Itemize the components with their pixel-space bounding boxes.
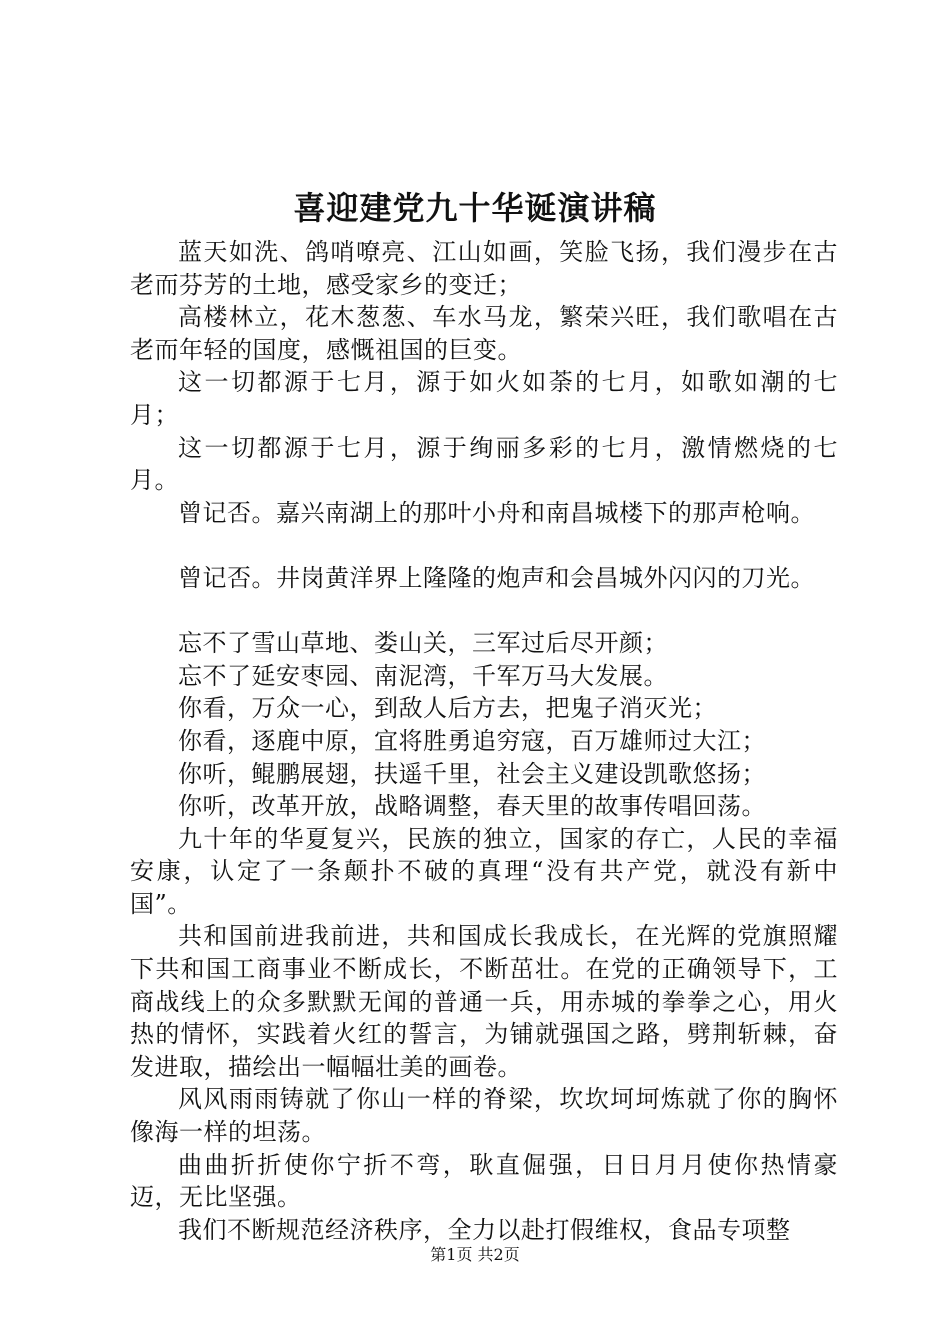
page-number-footer: 第1页 共2页 [430, 1245, 520, 1264]
paragraph: 九十年的华夏复兴，民族的独立，国家的存亡，人民的幸福安康，认定了一条颠扑不破的真理“没有共产党，就没有新中国”。 [130, 824, 838, 918]
paragraph: 曾记否。井岗黄洋界上隆隆的炮声和会昌城外闪闪的刀光。 [178, 563, 815, 592]
paragraph: 你看，逐鹿中原，宜将胜勇追穷寇，百万雄师过大江； [178, 726, 766, 755]
paragraph: 我们不断规范经济秩序，全力以赴打假维权，食品专项整 [178, 1215, 791, 1244]
document-title: 喜迎建党九十华诞演讲稿 [293, 189, 657, 227]
paragraph: 这一切都源于七月，源于如火如荼的七月，如歌如潮的七月； [130, 368, 838, 429]
paragraph: 蓝天如洗、鸽哨嘹亮、江山如画，笑脸飞扬，我们漫步在古老而芬芳的土地，感受家乡的变迁； [130, 238, 838, 299]
paragraph: 忘不了雪山草地、娄山关，三军过后尽开颜； [178, 629, 668, 658]
paragraph: 风风雨雨铸就了你山一样的脊梁，坎坎坷坷炼就了你的胸怀像海一样的坦荡。 [130, 1085, 838, 1147]
paragraph: 忘不了延安枣园、南泥湾，千军万马大发展。 [178, 661, 668, 690]
paragraph: 共和国前进我前进，共和国成长我成长，在光辉的党旗照耀下共和国工商事业不断成长，不断茁壮。在党的正确领导下，工商战线上的众多默默无闻的普通一兵，用赤城的拳拳之心，用火热的情怀，实践着火红的誓言，为铺就强国之路，劈荆斩棘，奋发进取，描绘出一幅幅壮美的画卷。 [130, 922, 838, 1081]
paragraph: 你听，鲲鹏展翅，扶遥千里，社会主义建设凯歌悠扬； [178, 759, 766, 788]
paragraph: 曾记否。嘉兴南湖上的那叶小舟和南昌城楼下的那声枪响。 [178, 498, 815, 527]
paragraph: 这一切都源于七月，源于绚丽多彩的七月，激情燃烧的七月。 [130, 433, 838, 495]
document-body [130, 236, 838, 1246]
paragraph: 高楼林立，花木葱葱、车水马龙，繁荣兴旺，我们歌唱在古老而年轻的国度，感慨祖国的巨变。 [130, 303, 838, 364]
paragraph: 曲曲折折使你宁折不弯，耿直倔强，日日月月使你热情豪迈，无比坚强。 [130, 1150, 838, 1212]
paragraph: 你看，万众一心，到敌人后方去，把鬼子消灭光； [178, 694, 717, 723]
paragraph: 你听，改革开放，战略调整，春天里的故事传唱回荡。 [178, 792, 766, 821]
